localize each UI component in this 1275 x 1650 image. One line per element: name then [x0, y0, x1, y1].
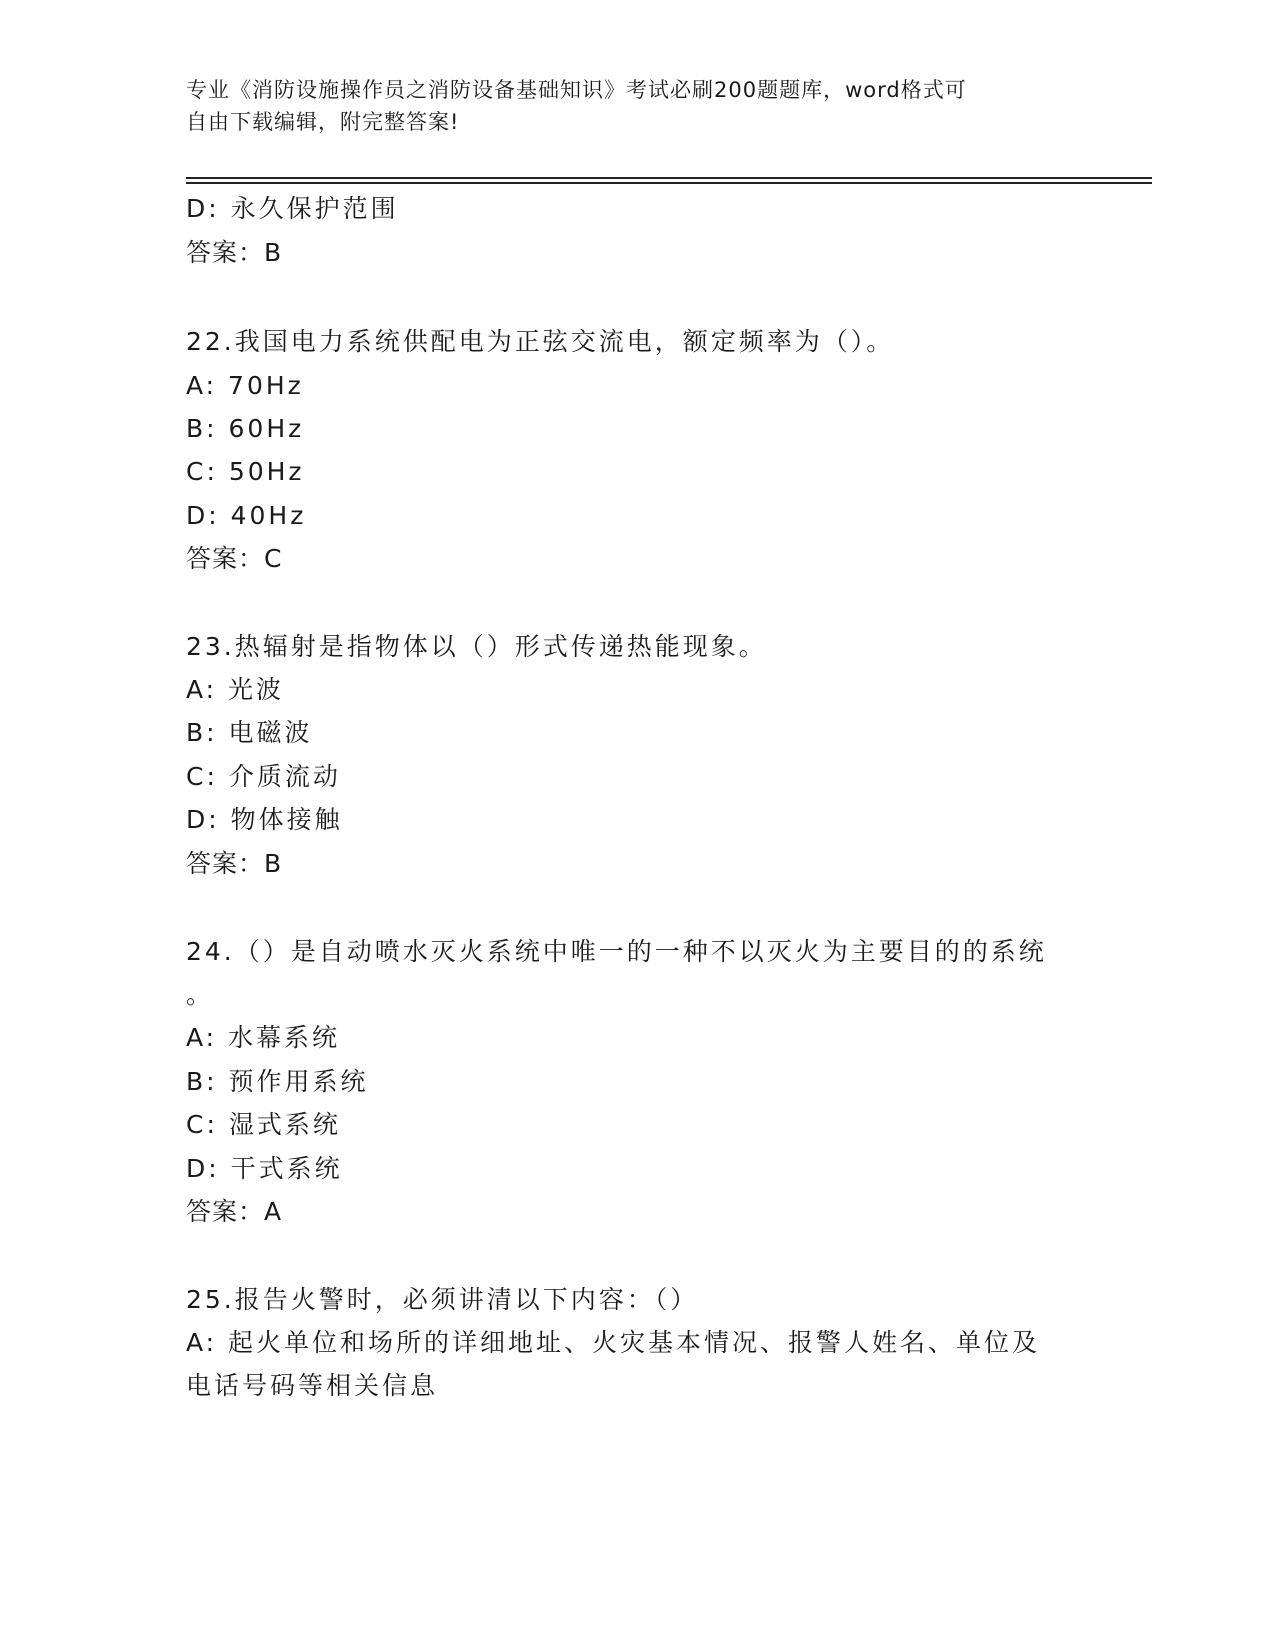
q24-option-d: D: 干式系统	[186, 1154, 343, 1183]
q25-option-a-line-2: 电话号码等相关信息	[186, 1371, 439, 1400]
q24-option-b: B: 预作用系统	[186, 1067, 369, 1096]
q22-option-a: A: 70Hz	[186, 371, 304, 400]
q22-option-b: B: 60Hz	[186, 414, 305, 443]
q23-option-c: C: 介质流动	[186, 762, 341, 791]
prev-answer: 答案：B	[186, 238, 283, 267]
prev-option-d: D: 永久保护范围	[186, 194, 399, 223]
q23-option-d: D: 物体接触	[186, 805, 343, 834]
header-title-line-1: 专业《消防设施操作员之消防设备基础知识》考试必刷200题题库，word格式可	[186, 78, 967, 102]
header-divider-bottom	[186, 182, 1152, 184]
q23-answer: 答案：B	[186, 849, 283, 878]
q23-option-b: B: 电磁波	[186, 718, 313, 747]
q22-stem: 22.我国电力系统供配电为正弦交流电，额定频率为（）。	[186, 327, 895, 356]
q24-option-c: C: 湿式系统	[186, 1110, 341, 1139]
q25-stem: 25.报告火警时，必须讲清以下内容：（）	[186, 1285, 699, 1314]
q24-answer: 答案：A	[186, 1197, 283, 1226]
q22-answer: 答案：C	[186, 544, 283, 573]
q24-stem-line-2: 。	[186, 980, 215, 1009]
header-title-line-2: 自由下载编辑，附完整答案!	[186, 110, 460, 134]
q23-option-a: A: 光波	[186, 675, 285, 704]
q24-option-a: A: 水幕系统	[186, 1023, 341, 1052]
q23-stem: 23.热辐射是指物体以（）形式传递热能现象。	[186, 632, 767, 661]
q22-option-d: D: 40Hz	[186, 501, 307, 530]
header-divider-top	[186, 177, 1152, 179]
q24-stem-line-1: 24.（）是自动喷水灭火系统中唯一的一种不以灭火为主要目的的系统	[186, 937, 1047, 966]
q22-option-c: C: 50Hz	[186, 457, 305, 486]
q25-option-a-line-1: A: 起火单位和场所的详细地址、火灾基本情况、报警人姓名、单位及	[186, 1328, 1041, 1357]
document-header	[186, 74, 1066, 138]
